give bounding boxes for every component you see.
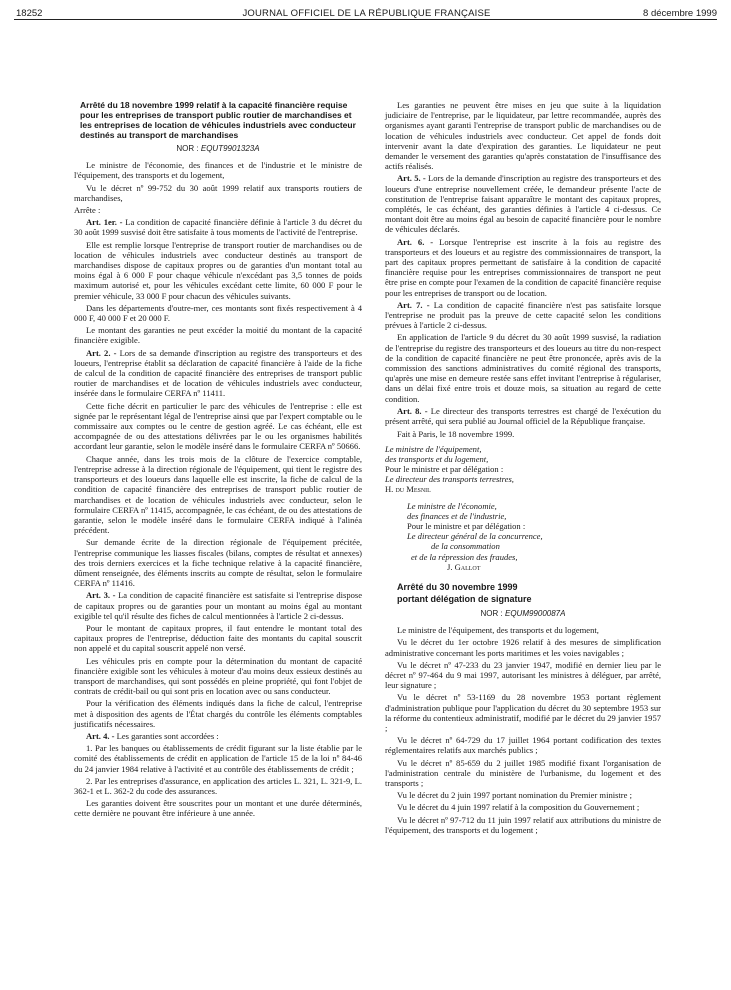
body-paragraph (74, 217, 362, 237)
body-paragraph: Vu le décret nº 85-659 du 2 juillet 1985 modifié fixant l'organisation de l'administration centrale du ministère de l'urbanisme, du logement et des transports ; (385, 757, 661, 788)
paragraph-text: Sur demande écrite de la direction régionale de l'équipement précitée, l'entreprise communique les liasses fiscales (bilans, comptes de résultat et annexes) des trois derniers exercices et la fiche technique relative à la capacité financière, dûment renseignée, des éléments inscrits au compte de résultat, selon le formulaire CERFA nº 11416. (74, 537, 362, 589)
sig1-line: des transports et du logement, (385, 453, 489, 464)
paragraph-text: Les garanties doivent être souscrites pour un montant et une durée déterminés, cette dernière ne pouvant être inférieure à une année. (74, 798, 362, 819)
arrete2-title-line: portant délégation de signature (397, 594, 532, 605)
preamble-paragraph: Le ministre de l'économie, des finances et de l'industrie et le ministre de l'équipement, des transports et du logement, (74, 160, 362, 181)
arrete1-title: Arrêté du 18 novembre 1999 relatif à la capacité financière requise pour les entreprises de transport public routier de marchandises et les entreprises de location de véhicules industriels avec conducteur destinés au transport de marchandises (80, 100, 356, 140)
paragraph-text: Dans les départements d'outre-mer, ces montants sont fixés respectivement à 4 000 F, 40 000 F et 20 000 F. (74, 302, 362, 324)
paragraph-text: Lorsque l'entreprise est inscrite à la fois au registre des transporteurs et des loueurs et au registre des commissionnaires de transport, la part des capitaux propres permettant de satisfaire à la condition de capacité financière requise pour les entreprises commissionnaires de transport ne peut être prise en compte pour l'examen de la condition de capacité financière requise pour les entreprises de transport ou de location. (385, 236, 662, 298)
body-paragraph (385, 406, 661, 426)
body-paragraph (74, 698, 362, 729)
body-paragraph: Vu le décret nº 97-712 du 11 juin 1997 relatif aux attributions du ministre de l'équipement, des transports et du logement ; (385, 814, 661, 835)
body-paragraph (74, 656, 362, 697)
paragraph-text: Les garanties sont accordées : (116, 730, 219, 741)
body-paragraph: Vu le décret du 1er octobre 1926 relatif à des mesures de simplification administrative concernant les ports maritimes et les voies navigables ; (385, 637, 661, 658)
arrete-label: Arrête : (74, 205, 101, 216)
body-paragraph (385, 173, 661, 234)
sig2-line: Le directeur général de la concurrence, (407, 531, 543, 542)
body-paragraph (74, 454, 362, 536)
body-paragraph: Vu le décret nº 53-1169 du 28 novembre 1953 portant règlement d'administration publique pour l'application du décret du 30 septembre 1953 sur la réforme du contentieux administratif, modifié par le décret du 29 janvier 1957 ; (385, 692, 661, 733)
article-number: Art. 6. - (397, 236, 434, 247)
body-paragraph (74, 325, 362, 345)
sig2-line: de la consommation (431, 541, 500, 552)
paragraph-text: Lors de sa demande d'inscription au registre des transporteurs et des loueurs, l'entreprise établit sa déclaration de capacité financière à l'aide de la fiche de calcul de la condition de capacité financière des entreprises de transport public routier de marchandises et de location de véhicules industriels avec conducteur, insérée dans le formulaire CERFA nº 11411. (74, 347, 363, 399)
sig2-line: Le ministre de l'économie, (407, 500, 497, 511)
body-paragraph: Vu le décret du 4 juin 1997 relatif à la composition du Gouvernement ; (397, 802, 640, 813)
sig1-line: Pour le ministre et par délégation : (385, 463, 504, 474)
left-paragraphs (74, 217, 362, 818)
paragraph-text: La condition de capacité financière n'est pas satisfaite lorsque l'entreprise ne produit pas la preuve de cette capacité selon les conditions prévues à l'article 2 ci-dessus. (385, 299, 661, 331)
paragraph-text: 1. Par les banques ou établissements de crédit figurant sur la liste établie par le comité des établissements de crédit en application de l'article 15 de la loi nº 84-46 du 24 janvier 1984 relative à l'activité et au contrôle des établissements de crédit ; (74, 743, 362, 774)
arrete2-title-line: Arrêté du 30 novembre 1999 (397, 581, 518, 592)
body-paragraph: Vu le décret nº 64-729 du 17 juillet 1964 portant codification des textes réglementaires relatifs aux marchés publics ; (385, 735, 661, 756)
paragraph-text: La condition de capacité financière est satisfaite si l'entreprise dispose de capitaux propres ou de garanties pour un montant au moins égal au montant exigible tel qu'il résulte des fiches de calcul mentionnées à l'article 2 ci-dessus. (74, 590, 362, 621)
arrete1-nor (74, 144, 362, 154)
paragraph-text: La condition de capacité financière définie à l'article 3 du décret du 30 août 1999 susvisé doit être satisfaite à tous moments de l'activité de l'entreprise. (74, 217, 362, 238)
nor-label: NOR : (176, 144, 199, 153)
paragraph-text: Pour la vérification des éléments indiqués dans la fiche de calcul, l'entreprise met à disposition des agents de l'État chargés du contrôle les éléments comptables justificatifs nécessaires. (74, 698, 362, 729)
article-number: Art. 4. - (86, 730, 115, 741)
body-paragraph (385, 100, 661, 171)
paragraph-text: Le directeur des transports terrestres est chargé de l'exécution du présent arrêté, qui sera publié au Journal officiel de la République française. (385, 405, 662, 427)
page-number: 18252 (16, 8, 43, 19)
signature-block-1 (385, 444, 661, 495)
sig1-name: H. du Mesnil (385, 484, 431, 495)
preamble-paragraph: Vu le décret nº 99-752 du 30 août 1999 relatif aux transports routiers de marchandises, (74, 182, 362, 203)
paragraph-text: Elle est remplie lorsque l'entreprise de transport routier de marchandises ou de location de véhicules industriels avec conducteur destinés au transport de marchandises dispose de capitaux propres ou de garanties d'un montant total au moins égal à 6 000 F pour chaque véhicule n'excédant pas 3,5 tonnes de poids maximum autorisé et, pour les véhicules excédant cette limite, 60 000 F pour le premier véhicule, 33 000 F pour chacun des véhicules suivants. (74, 239, 362, 301)
body-paragraph (74, 731, 362, 741)
body-paragraph: Vu le décret du 2 juin 1997 portant nomination du Premier ministre ; (397, 790, 632, 801)
nor-code: EQUM9900087A (504, 608, 566, 618)
body-paragraph (385, 237, 661, 298)
article-number: Art. 7. - (397, 299, 430, 310)
sig2-line: et de la répression des fraudes, (411, 551, 518, 562)
left-column (74, 100, 362, 821)
paragraph-text: Pour le montant de capitaux propres, il faut entendre le montant total des capitaux propres de l'entreprise, déduction faite des montants du capital souscrit non appelé et du capital souscrit appelé non versé. (74, 622, 362, 654)
paragraph-text: En application de l'article 9 du décret du 30 août 1999 susvisé, la radiation de l'entreprise du registre des transporteurs et des loueurs au titre du non-respect de la condition de capacité financière ne peut être prononcée, après avis de la commission des sanctions administratives du comité régional des transports, qu'après une mise en demeure restée sans effet invitant l'entreprise à régulariser, dans un délai fixé entre trois et douze mois, sa situation au regard de cette condition. (385, 332, 661, 404)
body-paragraph (74, 240, 362, 301)
article-number: Art. 1er. - (86, 217, 123, 228)
article-number: Art. 3. - (86, 590, 116, 601)
paragraph-text: Le montant des garanties ne peut excéder la moitié du montant de la capacité financière exigible. (74, 325, 362, 346)
body-paragraph (74, 743, 362, 774)
paragraph-text: Cette fiche décrit en particulier le parc des véhicules de l'entreprise : elle est signée par le représentant légal de l'entreprise ainsi que par l'expert comptable ou le commissaire aux comptes ou le centre de gestion agréé. Le cas échéant, elle est accompagnée de ou des attestations délivrées par le ou les organismes habilités accordant leur garantie, selon le modèle inséré dans le formulaire CERFA nº 50666. (74, 400, 362, 452)
body-paragraph: Vu le décret nº 47-233 du 23 janvier 1947, modifié en dernier lieu par le décret nº 97-464 du 9 mai 1997, autorisant les ministres à déléguer, par arrêté, leur signature ; (385, 659, 661, 691)
body-paragraph (74, 590, 362, 621)
paragraph-text: Chaque année, dans les trois mois de la clôture de l'exercice comptable, l'entreprise adresse à la direction régionale de l'équipement, qui tient le registre des transporteurs et des loueurs dans laquelle elle est inscrite, la fiche de calcul de la condition de capacité financière des entreprises de transport public routier de marchandises et de location de véhicules industriels avec conducteur, selon le formulaire CERFA nº 11415, accompagnée, le cas échéant, de ou des attestations de garantie, selon le modèle inséré dans le formulaire CERFA indiqué à l'alinéa précédent. (74, 453, 362, 536)
nor-code: EQUT9901323A (200, 144, 260, 153)
body-paragraph (385, 300, 661, 331)
journal-title: JOURNAL OFFICIEL DE LA RÉPUBLIQUE FRANÇAISE (242, 8, 491, 19)
body-paragraph (74, 401, 362, 452)
header-rule (14, 19, 717, 20)
paragraph-text: Lors de la demande d'inscription au registre des transporteurs et des loueurs d'une entreprise nouvellement créée, le demandeur présente l'acte de constitution de l'entreprise faisant apparaître le montant des capitaux propres, complétés, le cas échéant, des garanties définies à l'article 4 ci-dessus. Ce montant doit être au moins égal au besoin de capacité financière pour le nombre de véhicules déclarés. (385, 173, 661, 235)
body-paragraph (74, 348, 362, 399)
sig2-line: des finances et de l'industrie, (407, 510, 507, 521)
sig1-line: Le directeur des transports terrestres, (385, 474, 514, 485)
signature-block-2 (407, 501, 661, 572)
nor-label: NOR : (480, 608, 503, 618)
paragraph-text: Les véhicules pris en compte pour la détermination du montant de capacité financière exigible sont les véhicules à moteur d'au moins deux essieux destinés au transport de marchandises, qui sont possédés en pleine propriété, qui font l'objet de contrats de crédit-bail ou qui sont pris en location avec ou sans conducteur. (74, 655, 362, 697)
done-at: Fait à Paris, le 18 novembre 1999. (397, 429, 515, 440)
right-paragraphs (385, 100, 661, 426)
body-paragraph (74, 776, 362, 796)
body-paragraph (74, 798, 362, 818)
right-column (385, 100, 661, 837)
body-paragraph (74, 623, 362, 654)
body-paragraph (74, 537, 362, 588)
arrete2 (385, 582, 661, 835)
sig1-line: Le ministre de l'équipement, (385, 443, 482, 454)
sig2-name: J. Gallot (447, 561, 481, 572)
article-number: Art. 8. - (397, 405, 428, 416)
issue-date: 8 décembre 1999 (643, 8, 717, 19)
article-number: Art. 2. - (86, 347, 117, 358)
arrete2-paragraphs (385, 625, 661, 835)
body-paragraph (74, 303, 362, 323)
paragraph-text: 2. Par les entreprises d'assurance, en application des articles L. 321, L. 321-9, L. 362-1 et L. 362-2 du code des assurances. (74, 775, 362, 796)
paragraph-text: Les garanties ne peuvent être mises en jeu que suite à la liquidation judiciaire de l'entreprise, par le liquidateur, par lettre recommandée, auprès des organismes ayant garanti l'entreprise de transport public de marchandises ou de location de véhicules industriels avec conducteur. Cet appel de fonds doit intervenir avant la date d'expiration des garanties. Le liquidateur ne peut demander le versement des garanties qu'après constatation de l'insuffisance des actifs réalisés. (385, 100, 661, 172)
body-paragraph (385, 332, 661, 403)
arrete2-nor (385, 609, 661, 619)
article-number: Art. 5. - (397, 173, 426, 184)
body-paragraph: Le ministre de l'équipement, des transports et du logement, (397, 625, 599, 636)
sig2-line: Pour le ministre et par délégation : (407, 520, 526, 531)
